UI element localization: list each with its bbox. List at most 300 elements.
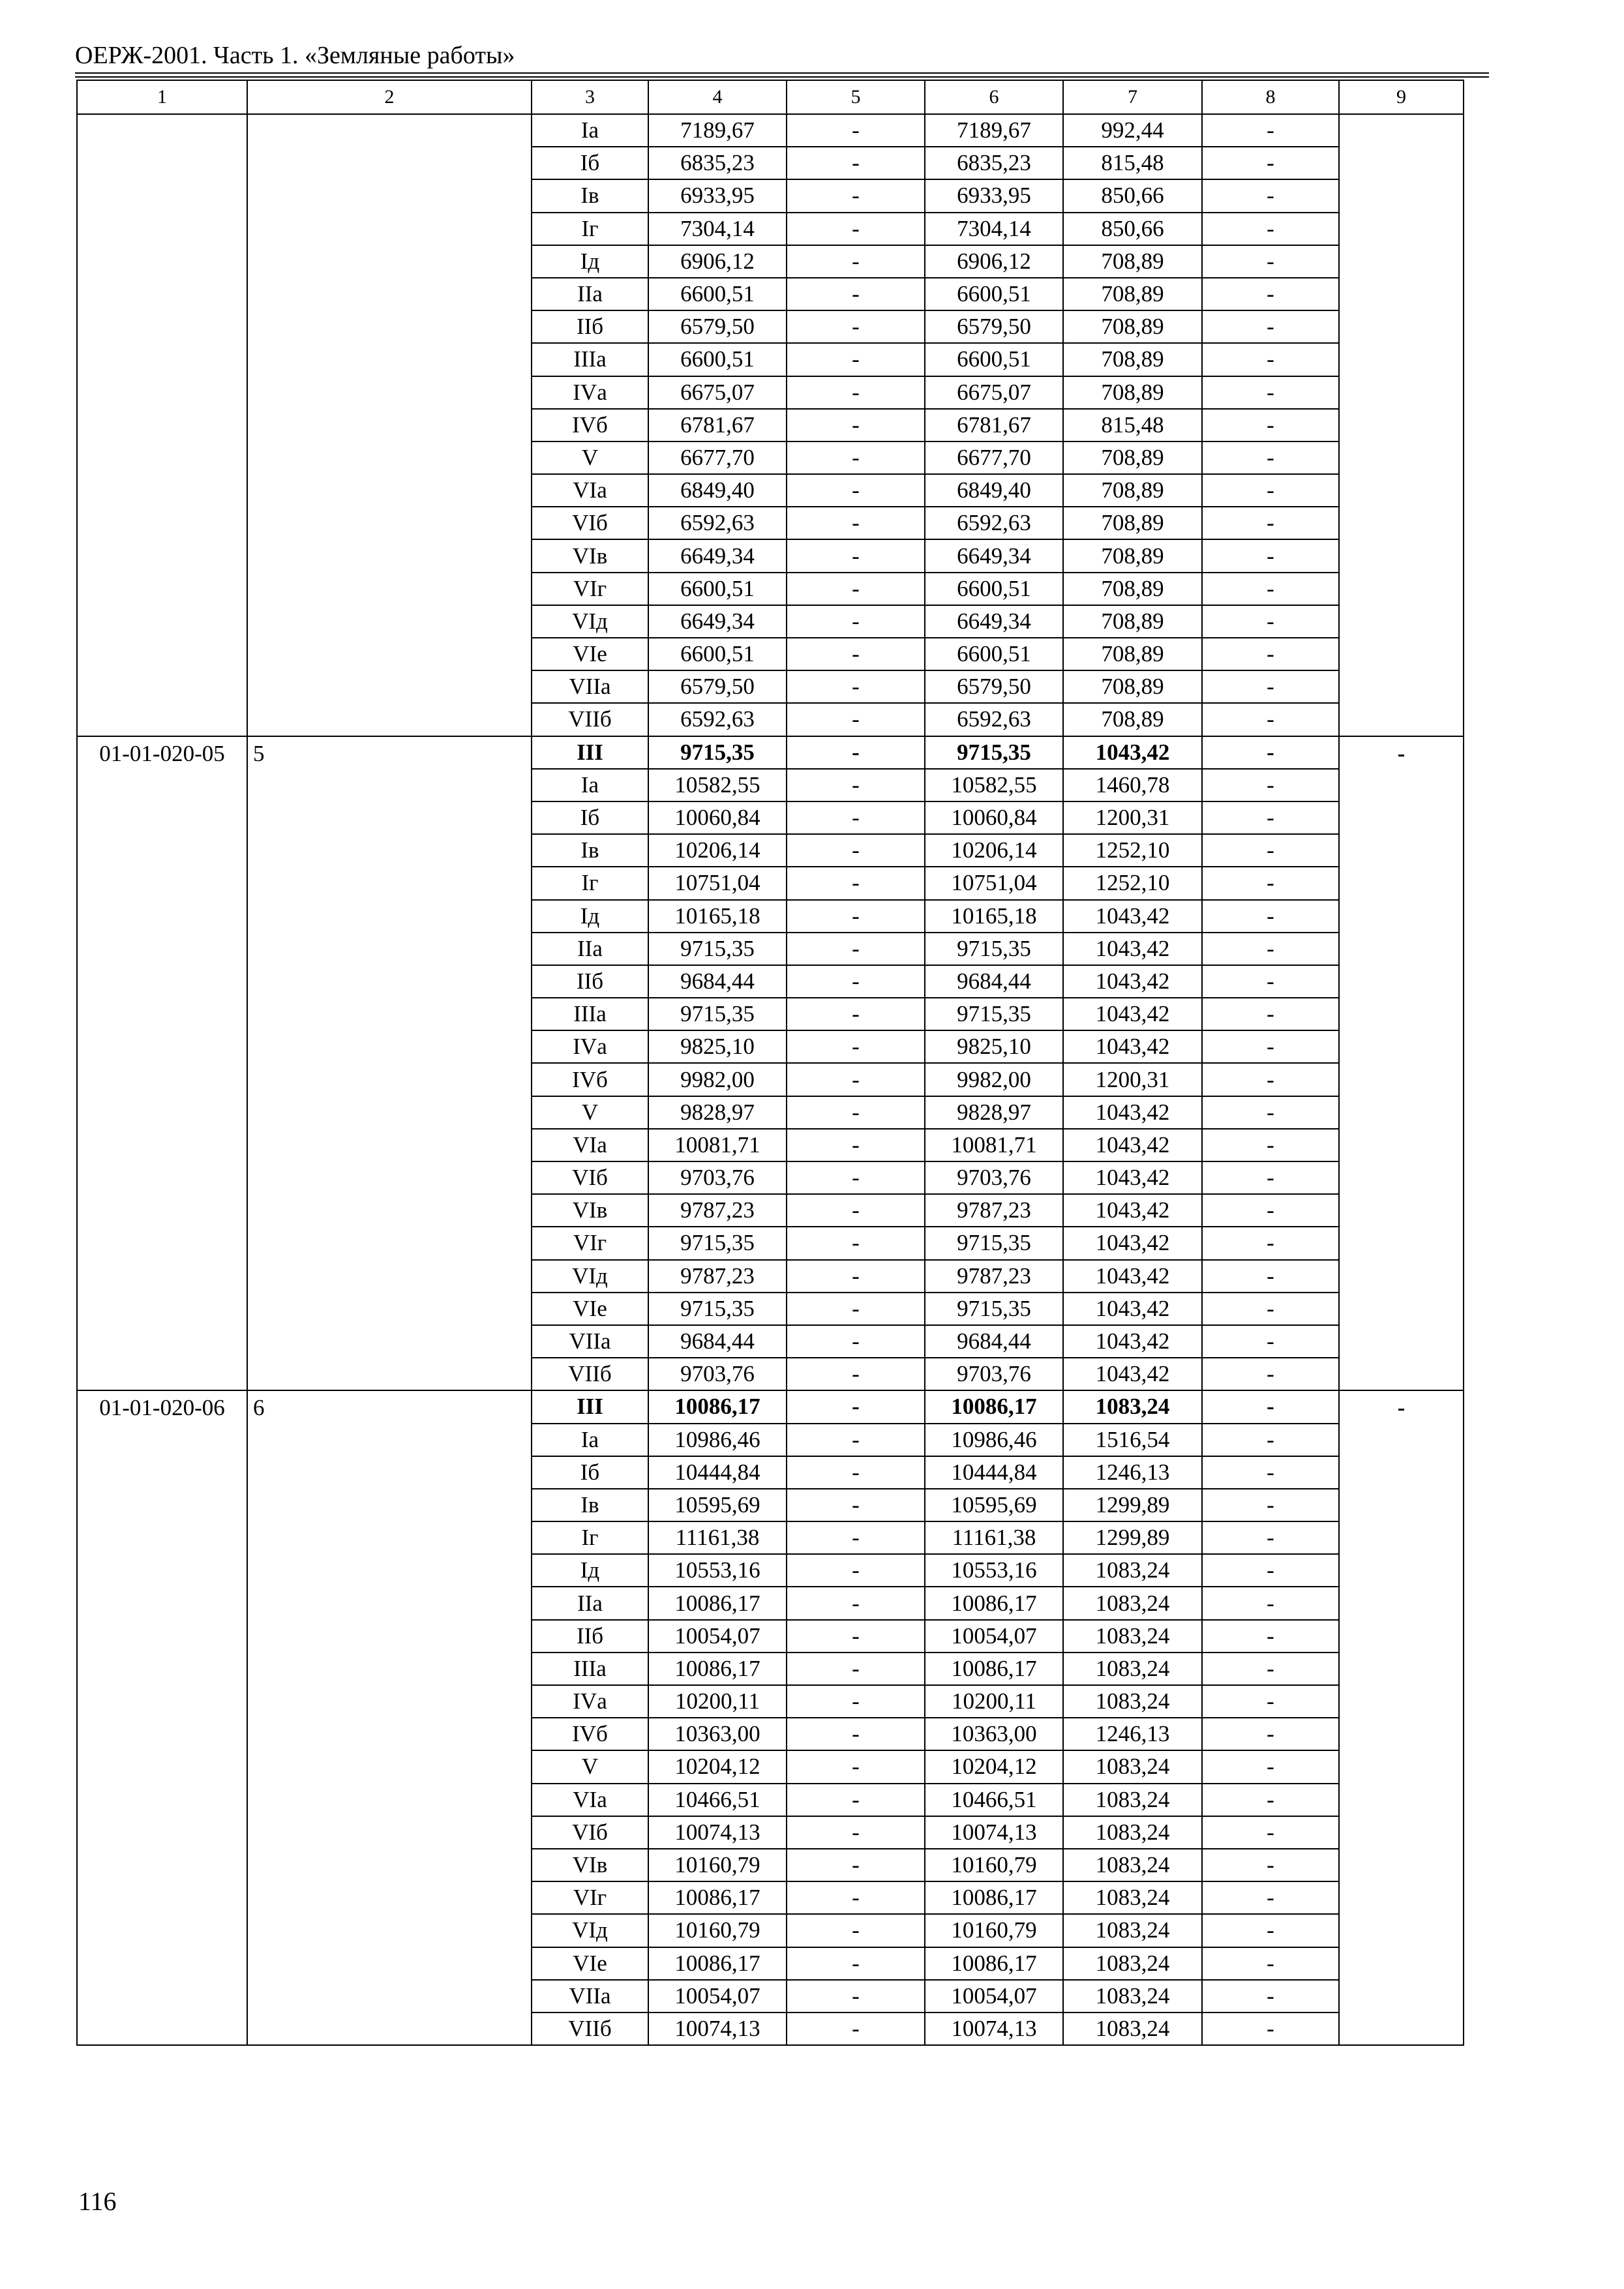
value-cell: 1043,42: [1063, 1227, 1202, 1259]
value-cell: 10074,13: [648, 2012, 787, 2045]
value-cell: -: [787, 933, 925, 965]
column-number-row: [77, 80, 1464, 114]
value-cell: 10074,13: [925, 1816, 1063, 1849]
value-cell: 1043,42: [1063, 1161, 1202, 1194]
value-cell: -: [787, 441, 925, 474]
value-cell: 1299,89: [1063, 1521, 1202, 1554]
value-cell: 9715,35: [648, 1227, 787, 1259]
value-cell: -: [787, 1653, 925, 1685]
value-cell: -: [1202, 900, 1339, 933]
value-cell: -: [1202, 213, 1339, 245]
value-cell: 10595,69: [925, 1489, 1063, 1521]
value-cell: 1083,24: [1063, 1685, 1202, 1718]
zone-cell: IVб: [532, 1063, 648, 1096]
value-cell: 1083,24: [1063, 1653, 1202, 1685]
zone-cell: VIд: [532, 1260, 648, 1293]
value-cell: 708,89: [1063, 605, 1202, 638]
value-cell: 9715,35: [925, 933, 1063, 965]
value-cell: 6579,50: [925, 310, 1063, 343]
value-cell: -: [787, 147, 925, 179]
value-cell: 1043,42: [1063, 736, 1202, 769]
value-cell: 10060,84: [925, 801, 1063, 834]
value-cell: 1043,42: [1063, 1325, 1202, 1358]
zone-cell: VIIб: [532, 1358, 648, 1390]
value-cell: -: [1202, 1424, 1339, 1456]
rate-code-cell: 01-01-020-05: [77, 736, 247, 1391]
value-cell: -: [787, 736, 925, 769]
value-cell: 10200,11: [925, 1685, 1063, 1718]
zone-cell: IIб: [532, 1620, 648, 1653]
value-cell: 10086,17: [925, 1653, 1063, 1685]
value-cell: -: [787, 965, 925, 998]
value-cell: -: [1202, 1096, 1339, 1129]
column-header: 4: [648, 80, 787, 114]
value-cell: 7189,67: [925, 114, 1063, 147]
value-cell: -: [787, 1718, 925, 1750]
value-cell: 9982,00: [648, 1063, 787, 1096]
value-cell: 6579,50: [648, 670, 787, 703]
value-cell: 10086,17: [648, 1947, 787, 1980]
value-cell: 1083,24: [1063, 1784, 1202, 1816]
value-cell: -: [1202, 1849, 1339, 1881]
value-cell: -: [1202, 1129, 1339, 1161]
zone-cell: V: [532, 1096, 648, 1129]
value-cell: -: [1202, 1456, 1339, 1489]
value-cell: 6600,51: [648, 573, 787, 605]
value-cell: -: [1202, 703, 1339, 736]
column-header: 7: [1063, 80, 1202, 114]
value-cell: 1043,42: [1063, 965, 1202, 998]
value-cell: 10074,13: [648, 1816, 787, 1849]
value-cell: 10054,07: [648, 1980, 787, 2012]
value-cell: 10086,17: [648, 1653, 787, 1685]
value-cell: -: [1202, 376, 1339, 409]
value-cell: -: [787, 998, 925, 1030]
column-header: 2: [247, 80, 532, 114]
value-cell: 6933,95: [925, 179, 1063, 212]
value-cell: 10086,17: [648, 1881, 787, 1914]
value-cell: -: [1202, 114, 1339, 147]
zone-cell: Iб: [532, 1456, 648, 1489]
zone-cell: IIIа: [532, 1653, 648, 1685]
value-cell: -: [787, 1456, 925, 1489]
value-cell: -: [787, 638, 925, 670]
value-cell: 10160,79: [925, 1914, 1063, 1947]
zone-cell: Iв: [532, 834, 648, 867]
value-cell: -: [787, 1685, 925, 1718]
value-cell: -: [787, 213, 925, 245]
value-cell: -: [787, 507, 925, 539]
value-cell: 10086,17: [925, 1947, 1063, 1980]
value-cell: 9787,23: [648, 1260, 787, 1293]
value-cell: 708,89: [1063, 278, 1202, 310]
zone-cell: IIб: [532, 965, 648, 998]
value-cell: 10986,46: [925, 1424, 1063, 1456]
value-cell: -: [1202, 507, 1339, 539]
value-cell: -: [787, 179, 925, 212]
value-cell: -: [787, 1881, 925, 1914]
zone-cell: IIа: [532, 933, 648, 965]
value-cell: 1246,13: [1063, 1718, 1202, 1750]
value-cell: -: [1202, 1390, 1339, 1423]
header-rule-top: [75, 72, 1489, 74]
value-cell: -: [1202, 769, 1339, 801]
zone-cell: Iд: [532, 900, 648, 933]
value-cell: 708,89: [1063, 376, 1202, 409]
zone-cell: Iа: [532, 1424, 648, 1456]
value-cell: 1252,10: [1063, 867, 1202, 899]
zone-cell: VIв: [532, 1194, 648, 1227]
value-cell: -: [1202, 965, 1339, 998]
value-cell: 1083,24: [1063, 2012, 1202, 2045]
value-cell: 1200,31: [1063, 1063, 1202, 1096]
value-cell: 6849,40: [648, 474, 787, 507]
zone-cell: IIIа: [532, 343, 648, 376]
value-cell: 6600,51: [925, 638, 1063, 670]
value-cell: 1083,24: [1063, 1750, 1202, 1783]
zone-cell: Iг: [532, 1521, 648, 1554]
zone-cell: IVа: [532, 1030, 648, 1063]
value-cell: 10200,11: [648, 1685, 787, 1718]
value-cell: 10363,00: [925, 1718, 1063, 1750]
value-cell: 9703,76: [925, 1161, 1063, 1194]
value-cell: 10444,84: [925, 1456, 1063, 1489]
value-cell: 6600,51: [925, 343, 1063, 376]
value-cell: -: [787, 834, 925, 867]
rate-code-cell: [77, 114, 247, 736]
value-cell: -: [1202, 179, 1339, 212]
value-cell: -: [787, 769, 925, 801]
value-cell: 6600,51: [648, 638, 787, 670]
zone-cell: IIб: [532, 310, 648, 343]
value-cell: -: [787, 1390, 925, 1423]
value-cell: 10553,16: [648, 1554, 787, 1587]
value-cell: 6906,12: [648, 245, 787, 278]
value-cell: 6933,95: [648, 179, 787, 212]
zone-cell: IIа: [532, 278, 648, 310]
value-cell: -: [1202, 1718, 1339, 1750]
value-cell: -: [787, 1784, 925, 1816]
value-cell: 9684,44: [925, 1325, 1063, 1358]
value-cell: -: [787, 245, 925, 278]
value-cell: 708,89: [1063, 343, 1202, 376]
zone-cell: Iб: [532, 801, 648, 834]
zone-cell: IVб: [532, 1718, 648, 1750]
value-cell: -: [1202, 474, 1339, 507]
value-cell: 992,44: [1063, 114, 1202, 147]
value-cell: 9787,23: [925, 1194, 1063, 1227]
column-9-cell: [1339, 114, 1464, 736]
value-cell: 1083,24: [1063, 1881, 1202, 1914]
zone-cell: IVб: [532, 409, 648, 441]
value-cell: 1460,78: [1063, 769, 1202, 801]
column-9-cell: -: [1339, 1390, 1464, 2045]
value-cell: 6592,63: [925, 703, 1063, 736]
value-cell: 1299,89: [1063, 1489, 1202, 1521]
zone-cell: VIв: [532, 539, 648, 572]
value-cell: 10165,18: [925, 900, 1063, 933]
table-row: [77, 1390, 1464, 1423]
zone-cell: VIа: [532, 1129, 648, 1161]
value-cell: 9787,23: [925, 1260, 1063, 1293]
value-cell: 6600,51: [925, 278, 1063, 310]
table-row: [77, 114, 1464, 147]
value-cell: 6592,63: [925, 507, 1063, 539]
zone-cell: VIIа: [532, 1980, 648, 2012]
value-cell: 1200,31: [1063, 801, 1202, 834]
value-cell: -: [1202, 1325, 1339, 1358]
zone-cell: VIб: [532, 507, 648, 539]
value-cell: -: [1202, 1521, 1339, 1554]
value-cell: -: [787, 1914, 925, 1947]
value-cell: 10986,46: [648, 1424, 787, 1456]
value-cell: 9684,44: [648, 965, 787, 998]
value-cell: 1252,10: [1063, 834, 1202, 867]
value-cell: 1083,24: [1063, 1980, 1202, 2012]
value-cell: 708,89: [1063, 573, 1202, 605]
value-cell: 1043,42: [1063, 1260, 1202, 1293]
value-cell: 9715,35: [925, 1293, 1063, 1325]
zone-cell: VIе: [532, 1947, 648, 1980]
value-cell: 6675,07: [648, 376, 787, 409]
value-cell: 9825,10: [648, 1030, 787, 1063]
column-9-cell: -: [1339, 736, 1464, 1391]
value-cell: -: [1202, 1293, 1339, 1325]
value-cell: -: [787, 900, 925, 933]
value-cell: 10204,12: [925, 1750, 1063, 1783]
value-cell: 6835,23: [648, 147, 787, 179]
zone-cell: VIд: [532, 1914, 648, 1947]
value-cell: -: [1202, 1980, 1339, 2012]
value-cell: -: [1202, 310, 1339, 343]
value-cell: 10054,07: [925, 1980, 1063, 2012]
value-cell: 10553,16: [925, 1554, 1063, 1587]
value-cell: 708,89: [1063, 703, 1202, 736]
value-cell: 850,66: [1063, 213, 1202, 245]
zone-cell: Iг: [532, 867, 648, 899]
value-cell: 10363,00: [648, 1718, 787, 1750]
value-cell: 10206,14: [648, 834, 787, 867]
zone-cell: Iа: [532, 769, 648, 801]
value-cell: 815,48: [1063, 147, 1202, 179]
zone-cell: Iв: [532, 1489, 648, 1521]
value-cell: -: [787, 1750, 925, 1783]
rate-number-cell: [247, 114, 532, 736]
value-cell: 6849,40: [925, 474, 1063, 507]
value-cell: 9825,10: [925, 1030, 1063, 1063]
value-cell: -: [787, 1161, 925, 1194]
page-header-title: ОЕРЖ-2001. Часть 1. «Земляные работы»: [75, 42, 515, 69]
value-cell: 9715,35: [648, 933, 787, 965]
value-cell: -: [1202, 147, 1339, 179]
value-cell: 10204,12: [648, 1750, 787, 1783]
rate-number-cell: 5: [247, 736, 532, 1391]
value-cell: -: [1202, 1881, 1339, 1914]
value-cell: 708,89: [1063, 441, 1202, 474]
value-cell: -: [1202, 801, 1339, 834]
value-cell: 9703,76: [925, 1358, 1063, 1390]
value-cell: 10081,71: [925, 1129, 1063, 1161]
value-cell: 9828,97: [925, 1096, 1063, 1129]
value-cell: -: [787, 1227, 925, 1259]
value-cell: -: [787, 539, 925, 572]
value-cell: -: [787, 1620, 925, 1653]
value-cell: 6677,70: [925, 441, 1063, 474]
zone-cell: VIIб: [532, 703, 648, 736]
value-cell: 6835,23: [925, 147, 1063, 179]
value-cell: -: [787, 2012, 925, 2045]
value-cell: 10160,79: [925, 1849, 1063, 1881]
value-cell: 10086,17: [648, 1587, 787, 1619]
value-cell: 9715,35: [648, 736, 787, 769]
column-header: 6: [925, 80, 1063, 114]
value-cell: -: [787, 1260, 925, 1293]
zone-cell: V: [532, 441, 648, 474]
value-cell: -: [787, 1096, 925, 1129]
zone-cell: VIа: [532, 474, 648, 507]
value-cell: -: [1202, 1587, 1339, 1619]
value-cell: 1043,42: [1063, 1194, 1202, 1227]
value-cell: 10165,18: [648, 900, 787, 933]
zone-cell: VIIа: [532, 1325, 648, 1358]
value-cell: 708,89: [1063, 245, 1202, 278]
value-cell: -: [787, 1063, 925, 1096]
value-cell: 9703,76: [648, 1358, 787, 1390]
value-cell: 10160,79: [648, 1849, 787, 1881]
value-cell: -: [787, 114, 925, 147]
zone-cell: III: [532, 1390, 648, 1423]
value-cell: -: [1202, 409, 1339, 441]
value-cell: 9787,23: [648, 1194, 787, 1227]
value-cell: 9715,35: [925, 1227, 1063, 1259]
value-cell: -: [1202, 2012, 1339, 2045]
value-cell: 9715,35: [648, 998, 787, 1030]
value-cell: -: [1202, 1260, 1339, 1293]
value-cell: -: [1202, 670, 1339, 703]
value-cell: -: [787, 474, 925, 507]
value-cell: -: [787, 409, 925, 441]
value-cell: -: [1202, 278, 1339, 310]
value-cell: 708,89: [1063, 638, 1202, 670]
value-cell: -: [1202, 1554, 1339, 1587]
zone-cell: Iб: [532, 147, 648, 179]
value-cell: 6906,12: [925, 245, 1063, 278]
value-cell: 1083,24: [1063, 1587, 1202, 1619]
zone-cell: III: [532, 736, 648, 769]
page-number: 116: [78, 2187, 117, 2216]
value-cell: 1083,24: [1063, 1390, 1202, 1423]
zone-cell: IVа: [532, 1685, 648, 1718]
value-cell: 9828,97: [648, 1096, 787, 1129]
value-cell: -: [1202, 1784, 1339, 1816]
value-cell: 1516,54: [1063, 1424, 1202, 1456]
zone-cell: VIв: [532, 1849, 648, 1881]
value-cell: 1083,24: [1063, 1849, 1202, 1881]
zone-cell: VIе: [532, 638, 648, 670]
zone-cell: Iг: [532, 213, 648, 245]
zone-cell: Iд: [532, 245, 648, 278]
value-cell: 9982,00: [925, 1063, 1063, 1096]
table-body: [77, 80, 1464, 2045]
value-cell: 708,89: [1063, 310, 1202, 343]
zone-cell: VIд: [532, 605, 648, 638]
value-cell: 10086,17: [925, 1587, 1063, 1619]
column-header: 3: [532, 80, 648, 114]
value-cell: -: [787, 1293, 925, 1325]
value-cell: 6592,63: [648, 507, 787, 539]
value-cell: -: [1202, 343, 1339, 376]
value-cell: -: [1202, 245, 1339, 278]
value-cell: -: [787, 376, 925, 409]
zone-cell: IIа: [532, 1587, 648, 1619]
rate-code-cell: 01-01-020-06: [77, 1390, 247, 2045]
value-cell: 10206,14: [925, 834, 1063, 867]
value-cell: -: [1202, 1816, 1339, 1849]
value-cell: -: [1202, 539, 1339, 572]
zone-cell: V: [532, 1750, 648, 1783]
value-cell: 10060,84: [648, 801, 787, 834]
value-cell: -: [787, 703, 925, 736]
value-cell: -: [787, 605, 925, 638]
value-cell: -: [787, 801, 925, 834]
value-cell: -: [1202, 1914, 1339, 1947]
value-cell: -: [1202, 638, 1339, 670]
value-cell: -: [1202, 867, 1339, 899]
value-cell: 9703,76: [648, 1161, 787, 1194]
value-cell: 10595,69: [648, 1489, 787, 1521]
value-cell: -: [1202, 1227, 1339, 1259]
value-cell: 10582,55: [648, 769, 787, 801]
value-cell: 1043,42: [1063, 1129, 1202, 1161]
value-cell: 10086,17: [925, 1881, 1063, 1914]
value-cell: -: [787, 1030, 925, 1063]
value-cell: 6781,67: [648, 409, 787, 441]
zone-cell: VIе: [532, 1293, 648, 1325]
value-cell: 6600,51: [925, 573, 1063, 605]
value-cell: 9715,35: [648, 1293, 787, 1325]
value-cell: 10444,84: [648, 1456, 787, 1489]
value-cell: 6600,51: [648, 278, 787, 310]
value-cell: 1083,24: [1063, 1620, 1202, 1653]
value-cell: 6649,34: [925, 539, 1063, 572]
value-cell: 1043,42: [1063, 998, 1202, 1030]
column-header: 9: [1339, 80, 1464, 114]
value-cell: -: [787, 278, 925, 310]
value-cell: -: [1202, 1750, 1339, 1783]
value-cell: 6781,67: [925, 409, 1063, 441]
zone-cell: VIIб: [532, 2012, 648, 2045]
value-cell: 10582,55: [925, 769, 1063, 801]
value-cell: -: [1202, 1030, 1339, 1063]
value-cell: 6649,34: [648, 605, 787, 638]
value-cell: -: [1202, 1620, 1339, 1653]
value-cell: 1043,42: [1063, 1293, 1202, 1325]
value-cell: -: [1202, 605, 1339, 638]
value-cell: -: [1202, 1489, 1339, 1521]
value-cell: -: [1202, 998, 1339, 1030]
value-cell: 9684,44: [648, 1325, 787, 1358]
value-cell: 1083,24: [1063, 1947, 1202, 1980]
value-cell: -: [787, 1849, 925, 1881]
value-cell: 6649,34: [925, 605, 1063, 638]
zone-cell: Iв: [532, 179, 648, 212]
value-cell: 850,66: [1063, 179, 1202, 212]
value-cell: 10751,04: [648, 867, 787, 899]
value-cell: -: [787, 1947, 925, 1980]
value-cell: -: [1202, 736, 1339, 769]
value-cell: 7304,14: [648, 213, 787, 245]
value-cell: -: [787, 867, 925, 899]
